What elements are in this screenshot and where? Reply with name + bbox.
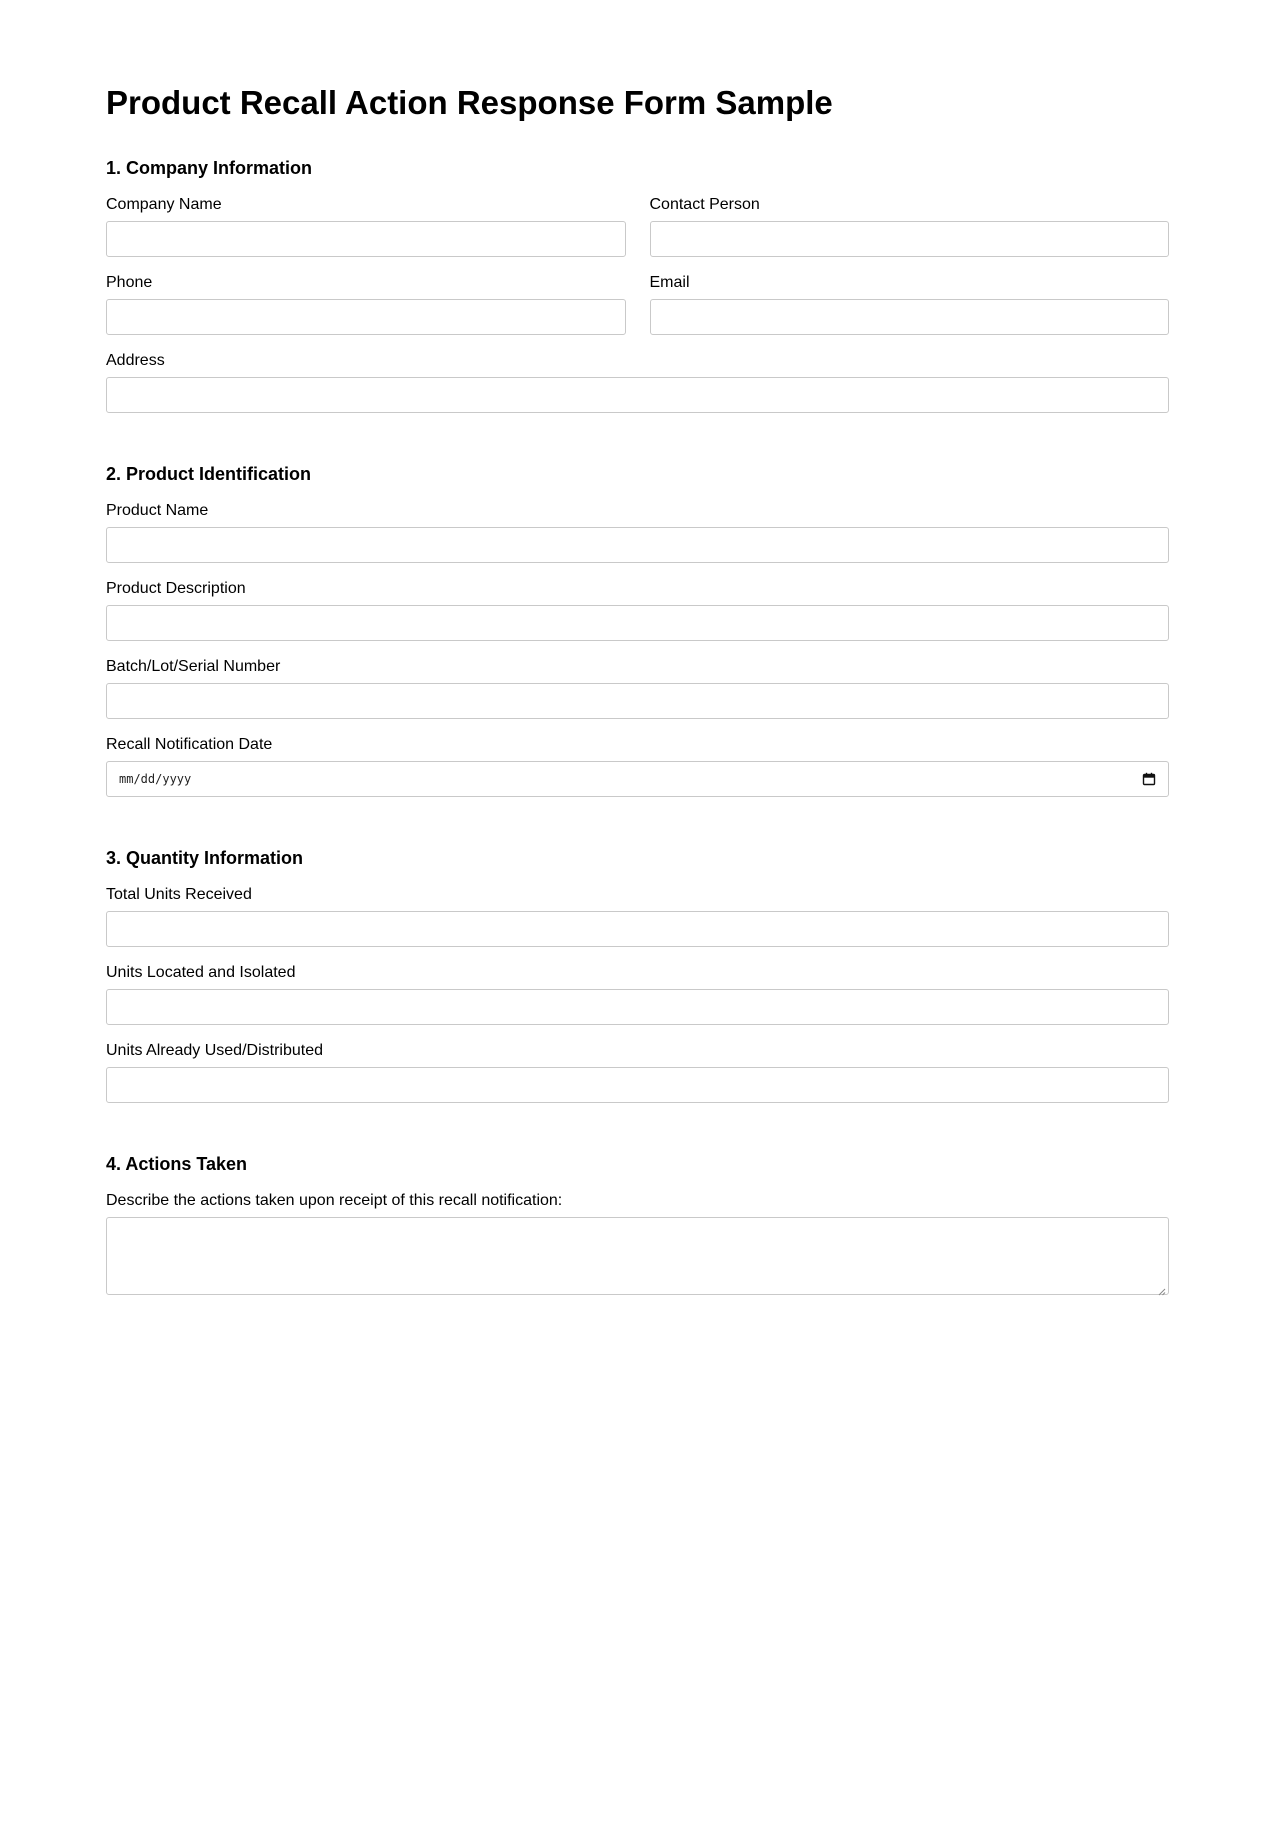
total-units-field-group: [106, 885, 1169, 947]
actions-description-textarea[interactable]: [106, 1217, 1169, 1295]
units-isolated-label: Units Located and Isolated: [106, 964, 296, 981]
notification-date-label: Recall Notification Date: [106, 736, 273, 753]
batch-number-label: Batch/Lot/Serial Number: [106, 658, 281, 675]
company-name-field-group: [106, 179, 626, 257]
contact-person-input[interactable]: [650, 221, 1170, 257]
batch-number-input[interactable]: [106, 683, 1169, 719]
total-units-label: Total Units Received: [106, 886, 252, 903]
product-name-label: Product Name: [106, 502, 209, 519]
actions-taken-section: [106, 1153, 1169, 1295]
phone-field-group: [106, 257, 626, 335]
phone-input[interactable]: [106, 299, 626, 335]
actions-description-field-group: [106, 1191, 1169, 1295]
company-information-section: [106, 157, 1169, 413]
address-label: Address: [106, 352, 165, 369]
product-description-input[interactable]: [106, 605, 1169, 641]
calendar-icon[interactable]: [1142, 772, 1156, 786]
email-field-group: [650, 257, 1170, 335]
notification-date-input[interactable]: [106, 761, 1169, 797]
page-title: Product Recall Action Response Form Sample: [106, 84, 833, 121]
units-used-input[interactable]: [106, 1067, 1169, 1103]
section-heading-quantity: 3. Quantity Information: [106, 848, 304, 868]
email-input[interactable]: [650, 299, 1170, 335]
phone-label: Phone: [106, 274, 153, 291]
units-used-label: Units Already Used/Distributed: [106, 1042, 323, 1059]
address-field-group: [106, 351, 1169, 413]
product-description-field-group: [106, 579, 1169, 641]
section-heading-product: 2. Product Identification: [106, 464, 312, 484]
section-heading-company: 1. Company Information: [106, 158, 313, 178]
address-input[interactable]: [106, 377, 1169, 413]
contact-person-label: Contact Person: [649, 196, 760, 213]
date-placeholder: mm/dd/yyyy: [119, 772, 192, 786]
company-name-input[interactable]: [106, 221, 626, 257]
section-heading-actions: 4. Actions Taken: [106, 1154, 248, 1174]
product-description-label: Product Description: [106, 580, 246, 597]
units-used-field-group: [106, 1041, 1169, 1103]
company-row-2: [106, 257, 1169, 335]
product-identification-section: [106, 463, 1169, 797]
batch-number-field-group: [106, 657, 1169, 719]
quantity-information-section: [106, 847, 1169, 1103]
contact-person-field-group: [650, 179, 1170, 257]
actions-description-label: Describe the actions taken upon receipt of this recall notification:: [106, 1192, 563, 1209]
email-label: Email: [649, 274, 690, 291]
product-name-field-group: [106, 501, 1169, 563]
resize-grip-icon[interactable]: [1157, 1283, 1166, 1292]
units-isolated-field-group: [106, 963, 1169, 1025]
total-units-input[interactable]: [106, 911, 1169, 947]
company-row-1: [106, 179, 1169, 257]
product-name-input[interactable]: [106, 527, 1169, 563]
notification-date-field-group: [106, 735, 1169, 797]
form-page: [106, 80, 1169, 1295]
company-name-label: Company Name: [106, 196, 222, 213]
units-isolated-input[interactable]: [106, 989, 1169, 1025]
